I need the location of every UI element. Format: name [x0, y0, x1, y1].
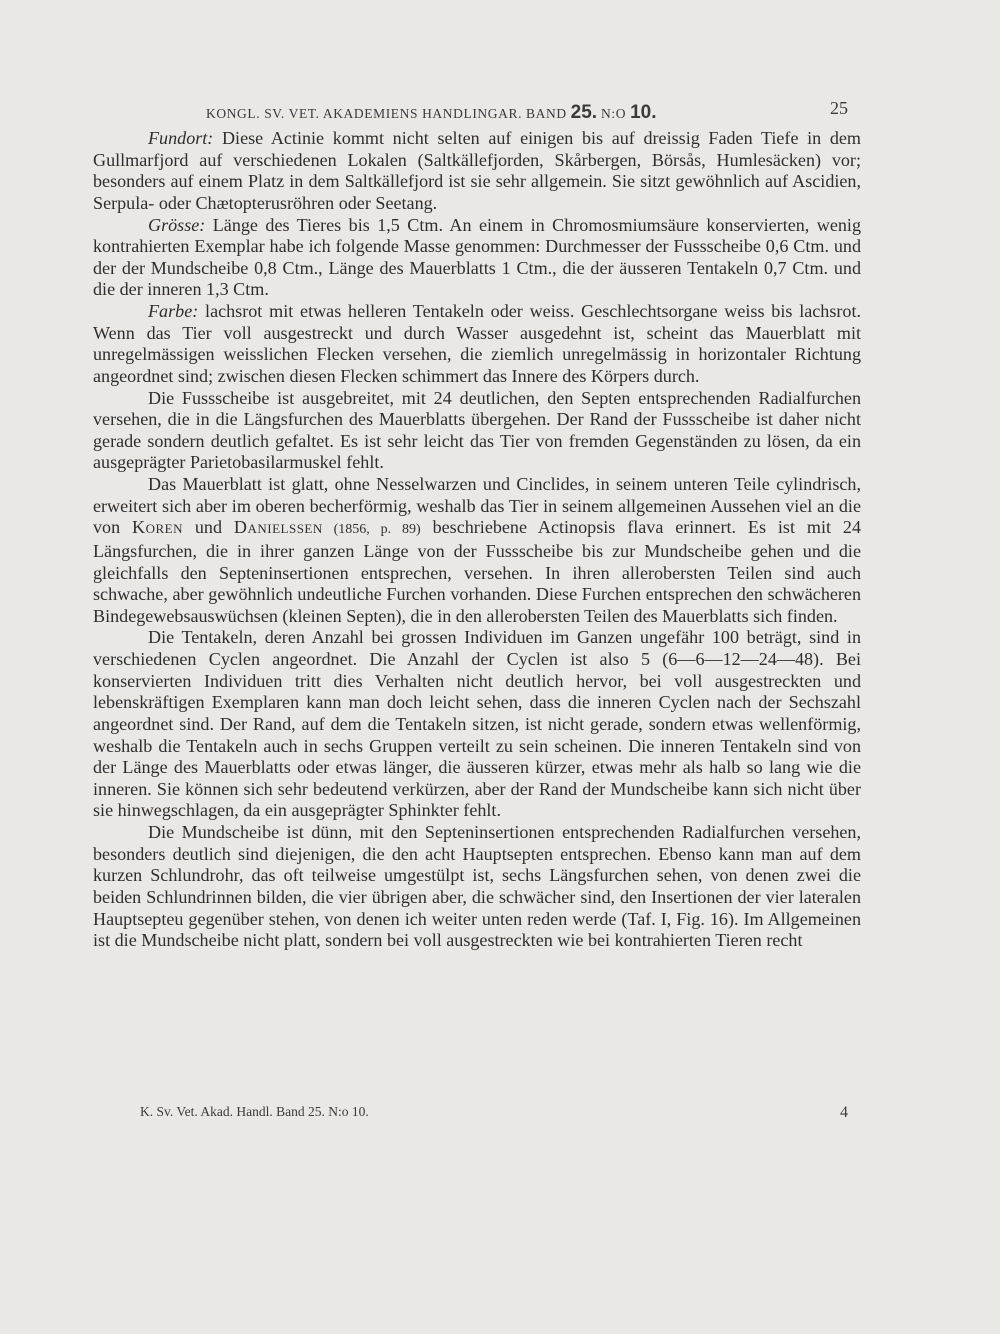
author-danielssen: Danielssen — [233, 517, 323, 538]
running-header — [93, 96, 848, 123]
body-text — [93, 128, 861, 952]
paragraph-text: Länge des Tieres bis 1,5 Ctm. An einem in Chromosmiumsäure konservierten, wenig kontrahierten Exemplar habe ich folgende Masse genommen: Durchmesser der Fussscheibe 0,6 Ctm. und der der Mundscheibe 0,8 Ctm., Länge des Mauerblatts 1 Ctm., die der äusseren Tentakeln 0,7 Ctm. und die der inneren 1,3 Ctm. — [93, 214, 861, 300]
conjunction: und — [183, 517, 234, 538]
paragraph-mundscheibe: Die Mundscheibe ist dünn, mit den Septeninsertionen entsprechenden Radialfurchen versehen, besonders deutlich sind diejenigen, die den acht Hauptsepten entsprechen. Ebenso kann man auf dem kurzen Schlundrohr, das oft teilweise umgestülpt ist, sechs Längsfurchen sehen, von denen zwei die beiden Schlundrinnen bilden, die vier übrigen aber, die schwächer sind, den Insertionen der vier lateralen Hauptsepteu gegenüber stehen, von denen ich weiter unten reden werde (Taf. I, Fig. 16). Im Allgemeinen ist die Mundscheibe nicht platt, sondern bei voll ausgestreckten wie bei kontrahierten Tieren recht — [93, 822, 861, 951]
running-title-text: KONGL. SV. VET. AKADEMIENS HANDLINGAR. BAND — [206, 106, 571, 121]
label-fundort: Fundort: — [148, 128, 214, 148]
paragraph-text: Das Mauerblatt ist glatt, ohne Nesselwarzen und Cinclides, in seinem unteren Teile cylindrisch, erweitert sich aber im oberen becherförmig, weshalb das Tier in seinem allgemeinen Aussehen viel an die von — [93, 474, 861, 538]
paragraph-fundort — [93, 128, 861, 215]
paragraph-tentakeln: Die Tentakeln, deren Anzahl bei grossen Individuen im Ganzen ungefähr 100 beträgt, sind in verschiedenen Cyclen angeordnet. Die Anzahl der Cyclen ist also 5 (6—6—12—24—48). Bei konservierten Individuen tritt dies Verhalten nicht deutlich hervor, bei voll ausgestreckten und lebenskräftigen Exemplaren kann man doch leicht sehen, dass die inneren Cyclen nach der Sechszahl angeordnet sind. Der Rand, auf dem die Tentakeln sitzen, ist nicht gerade, sondern etwas wellenförmig, weshalb die Tentakeln auch in sechs Gruppen verteilt zu sein scheinen. Die inneren Tentakeln sind von der Länge des Mauerblatts oder etwas länger, die äusseren kürzer, etwas mehr als halb so lang wie die inneren. Sie können sich sehr bedeutend verkürzen, aber der Rand der Mundscheibe kann sich nicht über sie hinwegschlagen, da ein ausgeprägter Sphinkter fehlt. — [93, 627, 861, 821]
band-number: 25. — [570, 102, 598, 123]
sheet-number: 4 — [840, 1104, 848, 1121]
label-groesse: Grösse: — [148, 214, 206, 235]
label-farbe: Farbe: — [148, 301, 199, 321]
running-title — [206, 102, 657, 124]
issue-number: 10. — [630, 102, 657, 123]
paragraph-groesse — [93, 215, 861, 302]
sheet-signature — [140, 1104, 848, 1124]
page-number: 25 — [830, 98, 848, 118]
nr-label: N:O — [597, 106, 631, 121]
paragraph-fussscheibe: Die Fussscheibe ist ausgebreitet, mit 24 deutlichen, den Septen entsprechenden Radialfurchen versehen, die in die Längsfurchen des Mauerblatts übergehen. Der Rand der Fussscheibe ist daher nicht gerade sondern deutlich gefaltet. Es ist sehr leicht das Tier von fremden Gegenständen zu lösen, da ein ausgeprägter Parietobasilarmuskel fehlt. — [93, 387, 861, 473]
paragraph-farbe — [93, 301, 861, 388]
paragraph-text: lachsrot mit etwas helleren Tentakeln oder weiss. Geschlechtsorgane weiss bis lachsrot. Wenn das Tier voll ausgestreckt und durch Wasser ausgedehnt ist, scheint das Mauerblatt mit unregelmässigen weisslichen Flecken versehen, die ziemlich unregelmässig in horizontaler Richtung angeordnet sind; zwischen diesen Flecken schimmert das Innere des Körpers durch. — [93, 301, 861, 386]
paragraph-mauerblatt — [93, 474, 861, 627]
paragraph-text: Diese Actinie kommt nicht selten auf einigen bis auf dreissig Faden Tiefe in dem Gullmarfjord auf verschiedenen Lokalen (Saltkällefjorden, Skårbergen, Börsås, Humlesäcken) vor; besonders auf einem Platz in dem Saltkällefjord ist sie sehr allgemein. Sie sitzt gewöhnlich auf Ascidien, Serpula- oder Chætopterusröhren oder Seetang. — [93, 128, 861, 213]
signature-text: K. Sv. Vet. Akad. Handl. Band 25. N:o 10. — [140, 1104, 369, 1119]
citation: (1856, p. 89) — [322, 522, 421, 538]
paragraph-text: beschriebene Actinopsis flava erinnert. Es ist mit 24 Längsfurchen, die in ihrer ganzen Länge von der Fussscheibe bis zur Mundscheibe gehen und die gleichfalls den Septeninsertionen entsprechen, versehen. In ihren allerobersten Teilen sind auch schwache, aber gewöhnlich undeutliche Furchen vorhanden. Diese Furchen entsprechen den schwächeren Bindegewebsauswüchsen (kleinen Septen), die in den allerobersten Teilen des Mauerblatts sich finden. — [93, 517, 861, 626]
author-koren: Koren — [132, 517, 183, 538]
